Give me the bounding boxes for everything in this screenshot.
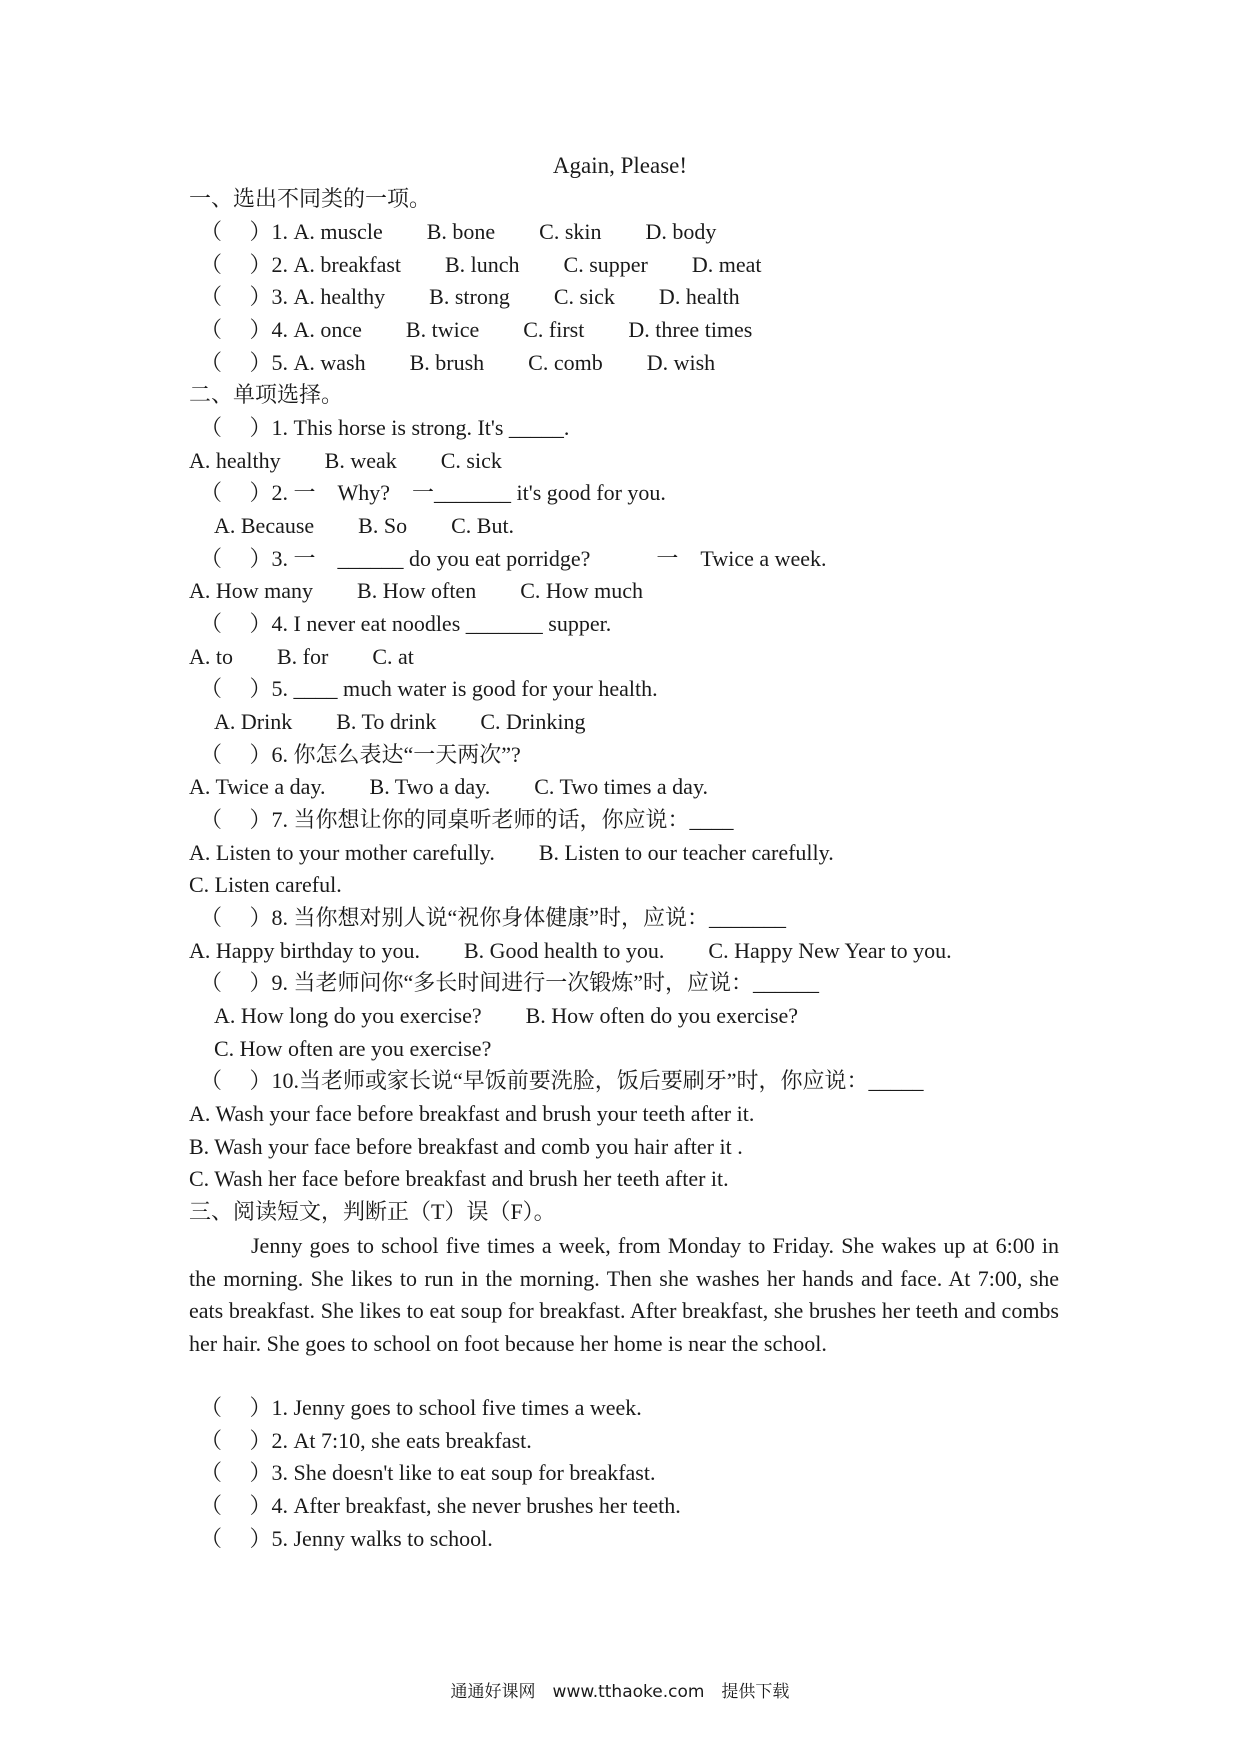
section1-item-2: （ ）2. A. breakfast B. lunch C. supper D. meat: [200, 252, 762, 277]
page-footer: 通通好课网 www.tthaoke.com 提供下载: [450, 1682, 790, 1702]
section2-q4-options: A. to B. for C. at: [189, 644, 414, 669]
section3-item-3: （ ）3. She doesn't like to eat soup for breakfast.: [200, 1460, 656, 1485]
section2-q1: （ ）1. This horse is strong. It's _____.: [200, 415, 570, 440]
section2-q10-option-a: A. Wash your face before breakfast and brush your teeth after it.: [189, 1101, 755, 1126]
section2-q8-options: A. Happy birthday to you. B. Good health to you. C. Happy New Year to you.: [189, 938, 952, 963]
section2-q9-option-c: C. How often are you exercise?: [214, 1036, 492, 1061]
section2-q7: （ ）7. 当你想让你的同桌听老师的话，你应说：____: [200, 807, 734, 832]
section2-q10: （ ）10.当老师或家长说“早饭前要洗脸，饭后要刷牙”时，你应说：_____: [200, 1068, 924, 1093]
section2-q10-option-b: B. Wash your face before breakfast and comb you hair after it .: [189, 1134, 743, 1159]
section3-item-4: （ ）4. After breakfast, she never brushes her teeth.: [200, 1493, 681, 1518]
section3-heading: 三、阅读短文，判断正（T）误（F）。: [189, 1199, 556, 1224]
section2-q3: （ ）3. 一 ______ do you eat porridge? 一 Twice a week.: [200, 546, 827, 571]
section2-q6-options: A. Twice a day. B. Two a day. C. Two times a day.: [189, 774, 709, 799]
section1-item-4: （ ）4. A. once B. twice C. first D. three times: [200, 317, 753, 342]
section2-q9: （ ）9. 当老师问你“多长时间进行一次锻炼”时，应说：______: [200, 970, 820, 995]
section2-q8: （ ）8. 当你想对别人说“祝你身体健康”时，应说：_______: [200, 905, 787, 930]
section2-q6: （ ）6. 你怎么表达“一天两次”?: [200, 742, 521, 767]
section3-item-1: （ ）1. Jenny goes to school five times a week.: [200, 1395, 642, 1420]
section2-q9-options-ab: A. How long do you exercise? B. How often do you exercise?: [214, 1003, 799, 1028]
section1-heading: 一、选出不同类的一项。: [189, 186, 432, 211]
section1-item-1: （ ）1. A. muscle B. bone C. skin D. body: [200, 219, 717, 244]
page-title: Again, Please!: [552, 153, 688, 178]
section2-q2-options: A. Because B. So C. But.: [214, 513, 515, 538]
section2-q10-option-c: C. Wash her face before breakfast and brush her teeth after it.: [189, 1166, 729, 1191]
section3-item-5: （ ）5. Jenny walks to school.: [200, 1526, 493, 1551]
section2-q4: （ ）4. I never eat noodles _______ supper.: [200, 611, 612, 636]
section3-item-2: （ ）2. At 7:10, she eats breakfast.: [200, 1428, 532, 1453]
section2-q2: （ ）2. 一 Why? 一_______ it's good for you.: [200, 480, 666, 505]
section2-q5-options: A. Drink B. To drink C. Drinking: [214, 709, 586, 734]
section2-heading: 二、单项选择。: [189, 382, 344, 407]
section2-q1-options: A. healthy B. weak C. sick: [189, 448, 502, 473]
section2-q5: （ ）5. ____ much water is good for your health.: [200, 676, 658, 701]
section2-q7-options-ab: A. Listen to your mother carefully. B. Listen to our teacher carefully.: [189, 840, 834, 865]
section1-item-5: （ ）5. A. wash B. brush C. comb D. wish: [200, 350, 716, 375]
reading-passage: Jenny goes to school five times a week, from Monday to Friday. She wakes up at 6:00 in the morning. She likes to run in the morning. Then she washes her hands and face. At 7:00, she eats breakfast. She likes to eat soup for breakfast. After breakfast, she brushes her teeth and combs her hair. She goes to school on foot because her home is near the school.: [189, 1233, 1059, 1356]
section1-item-3: （ ）3. A. healthy B. strong C. sick D. health: [200, 284, 740, 309]
section2-q3-options: A. How many B. How often C. How much: [189, 578, 644, 603]
section2-q7-option-c: C. Listen careful.: [189, 872, 342, 897]
